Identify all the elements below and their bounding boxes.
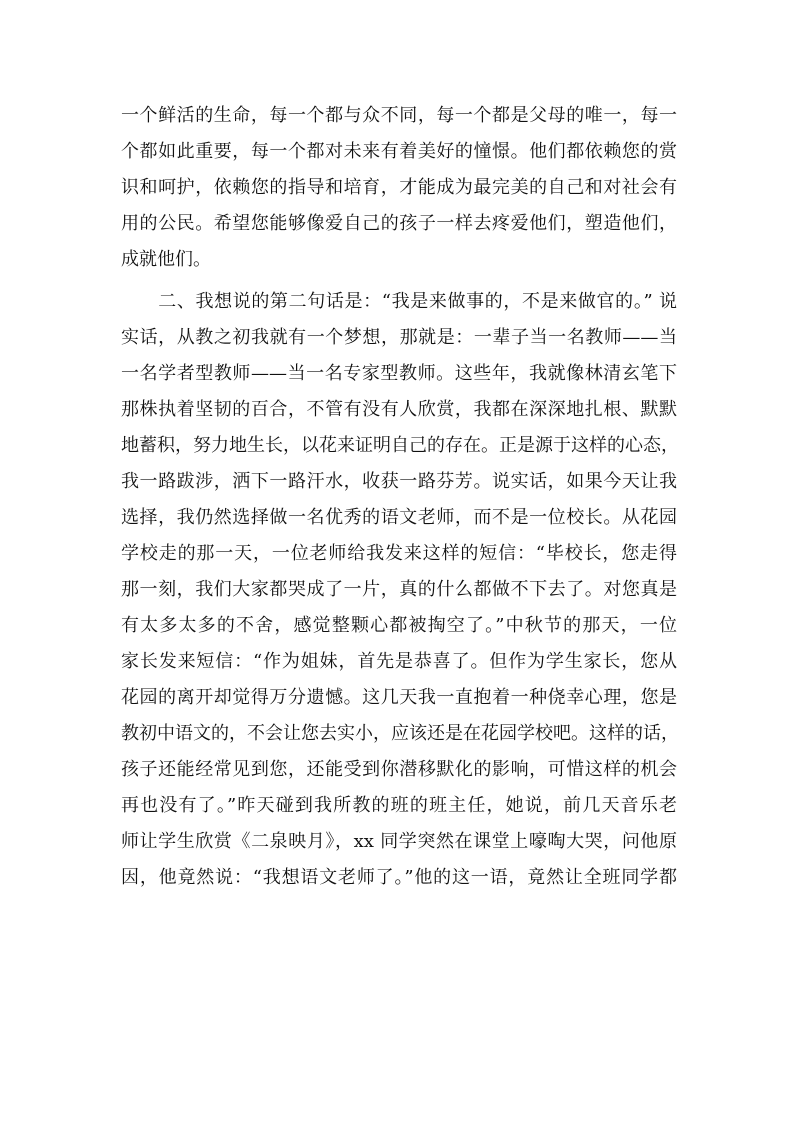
text-line: 教初中语文的，不会让您去实小，应该还是在花园学校吧。这样的话， bbox=[121, 723, 679, 744]
text-line: 家长发来短信：“作为姐妹，首先是恭喜了。但作为学生家长，您从 bbox=[121, 651, 677, 672]
text-line: 那一刻，我们大家都哭成了一片，真的什么都做不下去了。对您真是 bbox=[121, 579, 677, 600]
text-line: 个都如此重要，每一个都对未来有着美好的憧憬。他们都依赖您的赏 bbox=[121, 141, 677, 162]
text-line: 那株执着坚韧的百合，不管有没有人欣赏，我都在深深地扎根、默默 bbox=[121, 399, 677, 420]
text-line: 一个鲜活的生命，每一个都与众不同，每一个都是父母的唯一，每一 bbox=[121, 105, 677, 126]
text-line: 选择，我仍然选择做一名优秀的语文老师，而不是一位校长。从花园 bbox=[121, 507, 677, 528]
text-line: 实话，从教之初我就有一个梦想，那就是：一辈子当一名教师——当 bbox=[121, 327, 677, 348]
text-line: 有太多太多的不舍，感觉整颗心都被掏空了。”中秋节的那天，一位 bbox=[121, 615, 677, 636]
paragraph-start-line: 二、我想说的第二句话是：“我是来做事的，不是来做官的。” 说 bbox=[121, 291, 677, 312]
text-line: 学校走的那一天，一位老师给我发来这样的短信：“毕校长，您走得 bbox=[121, 543, 677, 564]
text-line: 用的公民。希望您能够像爱自己的孩子一样去疼爱他们，塑造他们， bbox=[121, 213, 677, 234]
text-line: 花园的离开却觉得万分遗憾。这几天我一直抱着一种侥幸心理，您是 bbox=[121, 687, 677, 708]
text-line: 成就他们。 bbox=[121, 249, 211, 270]
body-text bbox=[121, 98, 677, 896]
text-line: 师让学生欣赏《二泉映月》，xx 同学突然在课堂上嚎啕大哭，问他原 bbox=[121, 831, 677, 852]
text-line: 因，他竟然说：“我想语文老师了。”他的这一语，竟然让全班同学都 bbox=[121, 867, 677, 888]
text-line: 识和呵护，依赖您的指导和培育，才能成为最完美的自己和对社会有 bbox=[121, 177, 677, 198]
text-line: 孩子还能经常见到您，还能受到你潜移默化的影响，可惜这样的机会 bbox=[121, 759, 677, 780]
text-line: 一名学者型教师——当一名专家型教师。这些年，我就像林清玄笔下 bbox=[121, 363, 677, 384]
text-line: 地蓄积，努力地生长，以花来证明自己的存在。正是源于这样的心态， bbox=[121, 435, 679, 456]
text-line: 我一路跋涉，洒下一路汗水，收获一路芬芳。说实话，如果今天让我 bbox=[121, 471, 677, 492]
text-line: 再也没有了。”昨天碰到我所教的班的班主任，她说，前几天音乐老 bbox=[121, 795, 677, 816]
